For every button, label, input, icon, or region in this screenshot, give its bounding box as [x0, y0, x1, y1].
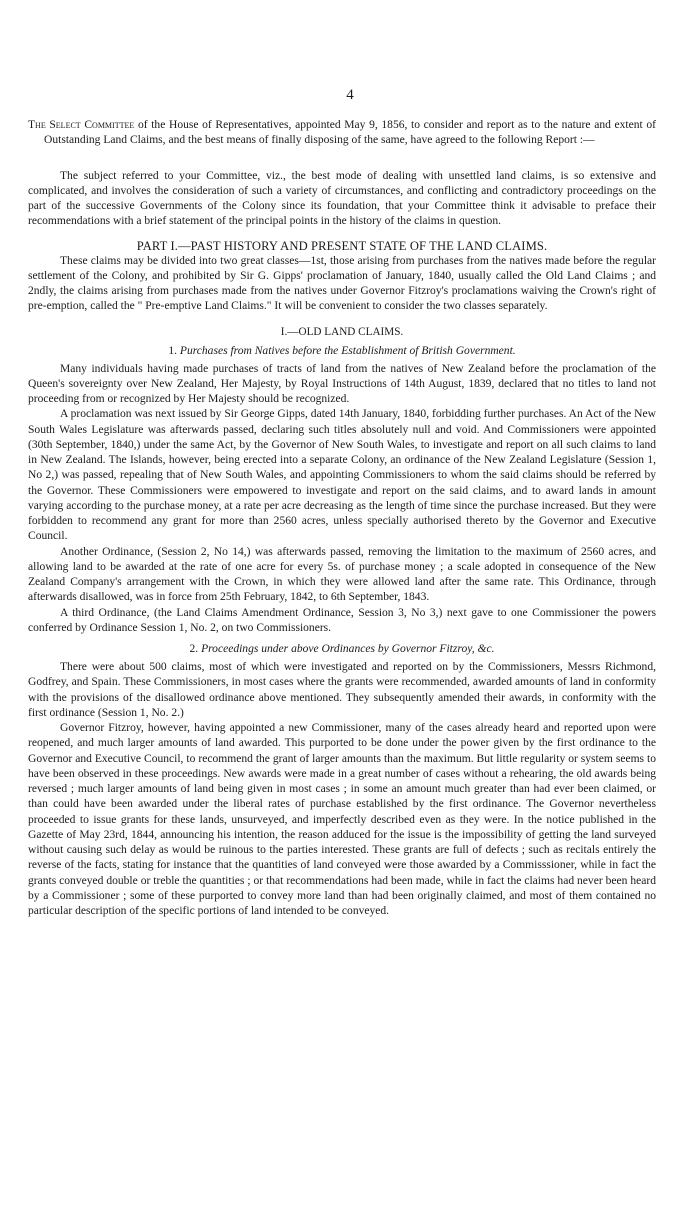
part-paragraph: These claims may be divided into two great classes—1st, those arising from purchases from the natives made before the regular settlement of the Colony, and prohibited by Sir G. Gipps' proclamation of January, 1840, usually called the Old Land Claims ; and 2ndly, the claims arising from purchases made from the natives under Governor Fitzroy's proclamations waiving the Crown's right of pre-emption, called the " Pre-emptive Land Claims." It will be convenient to consider the two classes separately. [28, 254, 656, 313]
sub1-paragraph-1: Many individuals having made purchases of tracts of land from the natives of New Zealand before the proclamation of the Queen's sovereignty over New Zealand, Her Majesty, by Royal Instructions of 14th August, 1839, declared that no titles to land not proceeding from or recognized by Her Majesty should be recognized. [28, 362, 656, 405]
subheading-1-number: 1. [168, 344, 177, 357]
sub1-paragraph-4: A third Ordinance, (the Land Claims Amendment Ordinance, Session 3, No 3,) next gave to one Commissioner the powers conferred by Ordinance Session 1, No. 2, on two Commissioners. [28, 606, 656, 634]
intro-paragraph [28, 118, 656, 149]
subheading-2-title: Proceedings under above Ordinances by Governor Fitzroy, &c. [201, 643, 495, 655]
report-body [28, 82, 656, 919]
intro-text: of the House of Representatives, appointed May 9, 1856, to consider and report as to the nature and extent of Outstanding Land Claims, and the best means of finally disposing of the same, have agreed to the following Report :— [44, 119, 657, 147]
sub1-paragraph-3: Another Ordinance, (Session 2, No 14,) was afterwards passed, removing the limitation to the maximum of 2560 acres, and allowing land to be awarded at the rate of one acre for every 5s. of purchase money ; a scale adopted in consequence of the New Zealand Company's arrangement with the Crown, in which they were allowed land after the same rate. This Ordinance, through afterwards disallowed, was in force from 25th February, 1842, to 6th September, 1843. [28, 545, 656, 604]
subheading-2 [28, 642, 656, 657]
sub1-paragraph-2: A proclamation was next issued by Sir George Gipps, dated 14th January, 1840, forbidding further purchases. An Act of the New South Wales Legislature was afterwards passed, declaring such titles absolutely null and void. And Commissioners were appointed (30th September, 1840,) under the same Act, by the Governor of New South Wales, to investigate and report on all such claims to land in New Zealand. The Islands, however, being erected into a separate Colony, an ordinance of the New Zealand Legislature (Session 1, No 2,) was passed, repealing that of New South Wales, and appointing Commissioners to whom the said claims should be referred by the Governor. These Commissioners were empowered to investigate and report on the said claims, and to award lands in amount varying according to the purchase money, at a rate per acre decreasing as the length of time since the purchase increased. But they were forbidden to recommend any grant for more than 2560 acres, unless specially authorised thereto by the Governor and Executive Council. [28, 408, 656, 543]
part-heading: PART I.—PAST HISTORY AND PRESENT STATE OF THE LAND CLAIMS. [136, 238, 548, 253]
intro-lead-caps: The Select Committee [28, 119, 135, 131]
subheading-2-number: 2. [189, 643, 199, 655]
subheading-1-title: Purchases from Natives before the Establishment of British Government. [179, 344, 516, 357]
sub2-paragraph-1: There were about 500 claims, most of which were investigated and reported on by the Commissioners, Messrs Richmond, Godfrey, and Spain. These Commissioners, in most cases where the grants were recommended, awarded amounts of land in conformity with the provisions of the disallowed ordinance above mentioned. They subsequently amended their awards, in conformity with the first ordinance (Session 1, No. 2.) [28, 661, 656, 719]
sub2-paragraph-2: Governor Fitzroy, however, having appointed a new Commissioner, many of the cases already heard and reported upon were reopened, and much larger amounts of land awarded. This purported to be done under the power given by the first ordinance to the Governor and Executive Council, to recommend the grant of larger amounts than the maximum. But little regularity or system seems to have been observed in these proceedings. New awards were made in a great number of cases without a rehearing, the old awards being reversed ; much larger amounts of land being given in most cases ; in some an amount much greater than had ever been claimed, or than could have been awarded under the liberal rates of purchase established by the first ordinance. The Governor nevertheless proceeded to issue grants for these lands, unsurveyed, and imperfectly described even as they were. In the notice published in the Gazette of May 23rd, 1844, announcing his intention, the reason adduced for the issue is the impossibility of getting the land surveyed without causing such delay as would be ruinous to the parties interested. These grants are full of defects ; such as recitals entirely the reverse of the facts, stating for instance that the quantities of land conveyed were those awarded by a Commisssioner, while in fact the grants conveyed double or treble the quantities ; or that recommendations had been made, while in fact the claims had never been heard by a Commissioner ; some of these purported to convey more land than had been originally claimed, and most of them contained no particular description of the specific portions of land intended to be conveyed. [28, 722, 656, 917]
page-number: 4 [346, 87, 354, 103]
section-heading: I.—OLD LAND CLAIMS. [280, 325, 404, 338]
subheading-1 [28, 344, 656, 359]
opening-paragraph: The subject referred to your Committee, viz., the best mode of dealing with unsettled land claims, is so extensive and complicated, and involves the consideration of such a variety of circumstances, and conflicting and contradictory proceedings on the part of the successive Governments of the Colony since its foundation, that your Committee think it advisable to preface their recommendations with a brief statement of the principal points in the history of the claims in question. [28, 169, 656, 228]
